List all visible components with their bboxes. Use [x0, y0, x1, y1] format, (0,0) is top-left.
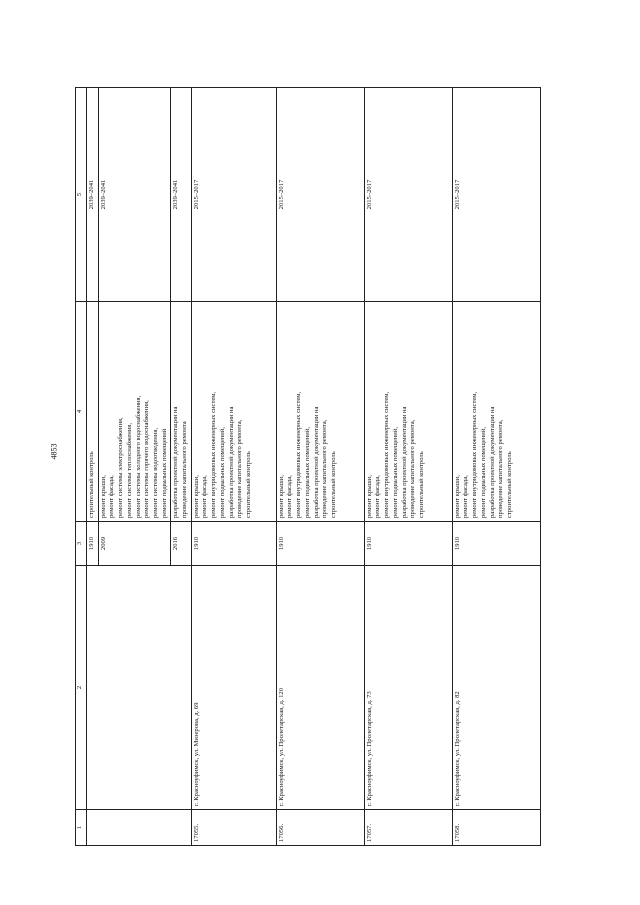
continuation-num	[87, 810, 192, 846]
work-line: проведение капитального ремонта,	[321, 419, 329, 518]
work-line: проведение капитального ремонта	[181, 421, 189, 518]
row-year: 1910	[364, 522, 452, 566]
work-line: ремонт внутридомовых инженерных систем,	[210, 391, 218, 518]
work-line: ремонт фасада,	[108, 475, 116, 518]
entry-year: 1910	[87, 522, 99, 566]
work-line: ремонт крыши,	[277, 475, 285, 518]
row-address: г. Красноуфимск, ул. Мизерова, д. 69	[191, 566, 276, 810]
work-line: разработка проектной документации на	[400, 406, 408, 518]
work-line: ремонт фасада,	[374, 475, 382, 518]
work-line: ремонт фасада,	[462, 475, 470, 518]
row-year: 1910	[452, 522, 540, 566]
work-line: ремонт крыши,	[453, 475, 461, 518]
work-line: ремонт системы горячего водоснабжения,	[143, 400, 151, 518]
table-row	[364, 88, 452, 846]
row-period: 2015–2017	[276, 88, 364, 302]
entry-works	[87, 302, 99, 522]
entry-period: 2039–2041	[98, 88, 171, 302]
entry-works	[98, 302, 171, 522]
table-row	[276, 88, 364, 846]
work-line: строительный контроль	[244, 451, 252, 518]
row-number: 17057.	[364, 810, 452, 846]
work-line: ремонт крыши,	[192, 475, 200, 518]
work-line: ремонт подвальных помещений,	[303, 427, 311, 518]
row-address: г. Красноуфимск, ул. Пролетарская, д. 82	[452, 566, 540, 810]
work-line: ремонт внутридомовых инженерных систем,	[295, 391, 303, 518]
row-year: 1910	[276, 522, 364, 566]
work-line: разработка проектной документации на	[488, 406, 496, 518]
row-address: г. Красноуфимск, ул. Пролетарская, д. 120	[276, 566, 364, 810]
work-line: ремонт крыши,	[99, 475, 107, 518]
header-col-3: 3	[76, 522, 87, 566]
work-line: разработка проектной документации на	[227, 406, 235, 518]
work-line: строительный контроль	[505, 451, 513, 518]
entry-year: 2016	[171, 522, 191, 566]
row-works	[364, 302, 452, 522]
row-number: 17056.	[276, 810, 364, 846]
work-line: ремонт подвальных помещений,	[391, 427, 399, 518]
row-period: 2015–2017	[364, 88, 452, 302]
work-line: ремонт подвальных помещений,	[218, 427, 226, 518]
work-line: проведение капитального ремонта,	[409, 419, 417, 518]
work-line: проведение капитального ремонта,	[236, 419, 244, 518]
work-line: ремонт крыши,	[365, 475, 373, 518]
row-number: 17058.	[452, 810, 540, 846]
continuation-address	[87, 566, 192, 810]
header-col-4: 4	[76, 302, 87, 522]
work-line: проведение капитального ремонта,	[497, 419, 505, 518]
row-address: г. Красноуфимск, ул. Пролетарская, д. 73	[364, 566, 452, 810]
continuation-entry-1	[87, 88, 99, 846]
row-period: 2015–2017	[191, 88, 276, 302]
work-line: ремонт фасада,	[201, 475, 209, 518]
row-works	[452, 302, 540, 522]
header-col-1: 1	[76, 810, 87, 846]
entry-year: 2009	[98, 522, 171, 566]
entry-works	[171, 302, 191, 522]
row-period: 2015–2017	[452, 88, 540, 302]
work-line: разработка проектной документации на	[312, 406, 320, 518]
work-line: строительный контроль	[88, 451, 95, 518]
table-row	[191, 88, 276, 846]
work-line: ремонт подвальных помещений,	[479, 427, 487, 518]
header-col-5: 5	[76, 88, 87, 302]
row-number: 17055.	[191, 810, 276, 846]
work-line: ремонт системы водоотведения,	[151, 427, 159, 518]
work-line: ремонт внутридомовых инженерных систем,	[471, 391, 479, 518]
work-line: строительный контроль	[329, 451, 337, 518]
work-line: ремонт системы холодного водоснабжения,	[134, 395, 142, 518]
repair-schedule-table	[75, 87, 541, 846]
work-line: ремонт системы теплоснабжения,	[125, 423, 133, 518]
work-line: ремонт фасада,	[286, 475, 294, 518]
entry-period: 2039–2041	[87, 88, 99, 302]
header-col-2: 2	[76, 566, 87, 810]
work-line: строительный контроль	[417, 451, 425, 518]
page-number: 4853	[49, 443, 59, 460]
entry-period: 2039–2041	[171, 88, 191, 302]
row-year: 1910	[191, 522, 276, 566]
work-line: ремонт внутридомовых инженерных систем,	[383, 391, 391, 518]
row-works	[191, 302, 276, 522]
work-line: разработка проектной документации на	[172, 406, 180, 518]
table-sheet	[75, 88, 589, 846]
row-works	[276, 302, 364, 522]
work-line: ремонт системы электроснабжения,	[117, 417, 125, 518]
work-line: ремонт подвальных помещений	[160, 428, 168, 518]
table-row	[452, 88, 540, 846]
header-row	[76, 88, 87, 846]
